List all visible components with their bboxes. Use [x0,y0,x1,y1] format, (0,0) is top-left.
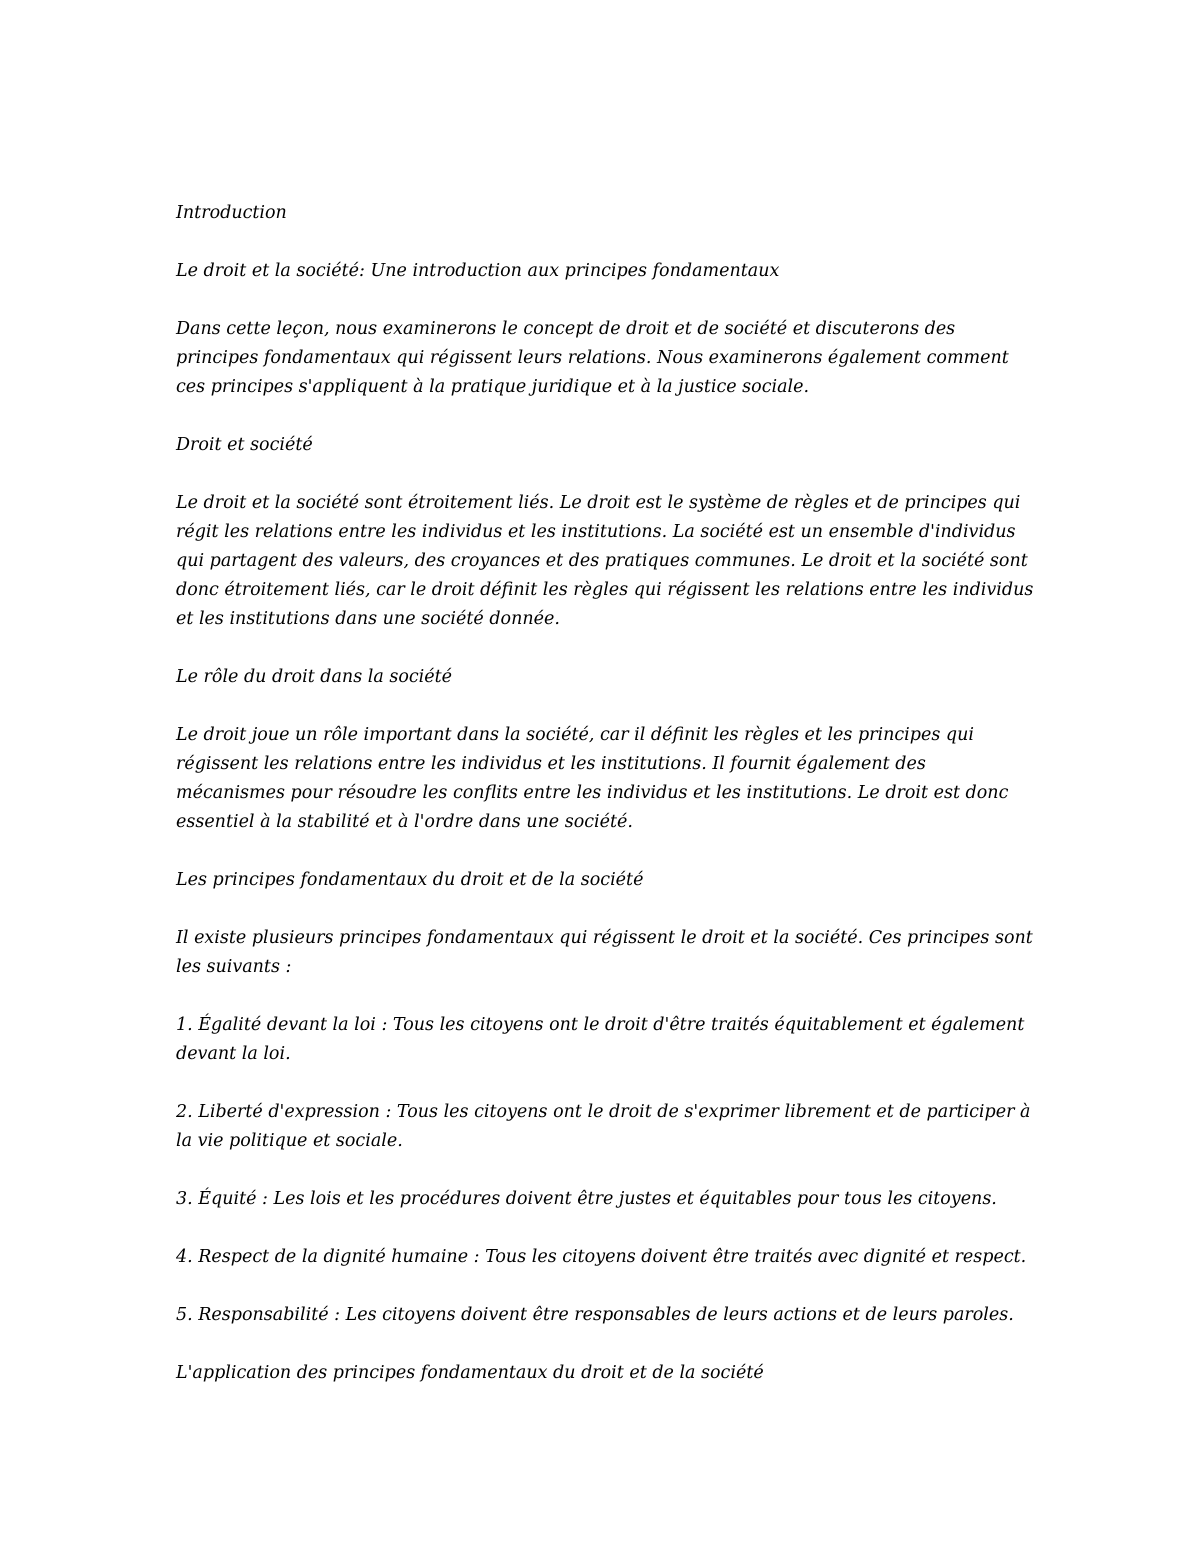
document-body [176,199,1036,1417]
section-heading-droit-et-societe: Droit et société [176,435,313,455]
section-heading-principes-fondamentaux: Les principes fondamentaux du droit et de la société [176,870,644,890]
paragraph-lesson-overview: Dans cette leçon, nous examinerons le concept de droit et de société et discuterons des principes fondamentaux qui régissent leurs relations. Nous examinerons également comment ces principes s'appliquent à la pratique juridique et à la justice sociale. [176,319,1009,397]
list-item-egalite: 1. Égalité devant la loi : Tous les citoyens ont le droit d'être traités équitablement et également devant la loi. [176,1015,1025,1064]
section-heading-application: L'application des principes fondamentaux du droit et de la société [176,1363,764,1383]
paragraph-droit-et-societe: Le droit et la société sont étroitement liés. Le droit est le système de règles et de principes qui régit les relations entre les individus et les institutions. La société est un ensemble d'individus qui partagent des valeurs, des croyances et des pratiques communes. Le droit et la société sont donc étroitement liés, car le droit définit les règles qui régissent les relations entre les individus et les institutions dans une société donnée. [176,493,1034,629]
paragraph-principes-intro: Il existe plusieurs principes fondamentaux qui régissent le droit et la société. Ces principes sont les suivants : [176,928,1033,977]
document-title: Le droit et la société: Une introduction aux principes fondamentaux [176,261,780,281]
list-item-liberte-expression: 2. Liberté d'expression : Tous les citoyens ont le droit de s'exprimer librement et de participer à la vie politique et sociale. [176,1102,1031,1151]
list-item-responsabilite: 5. Responsabilité : Les citoyens doivent être responsables de leurs actions et de leurs paroles. [176,1305,1014,1325]
list-item-equite: 3. Équité : Les lois et les procédures doivent être justes et équitables pour tous les citoyens. [176,1189,997,1209]
paragraph-role-du-droit: Le droit joue un rôle important dans la société, car il définit les règles et les principes qui régissent les relations entre les individus et les institutions. Il fournit également des mécanismes pour résoudre les conflits entre les individus et les institutions. Le droit est donc essentiel à la stabilité et à l'ordre dans une société. [176,725,1009,832]
section-heading-role-du-droit: Le rôle du droit dans la société [176,667,452,687]
section-heading-introduction: Introduction [176,203,287,223]
list-item-dignite-humaine: 4. Respect de la dignité humaine : Tous les citoyens doivent être traités avec dignité et respect. [176,1247,1027,1267]
